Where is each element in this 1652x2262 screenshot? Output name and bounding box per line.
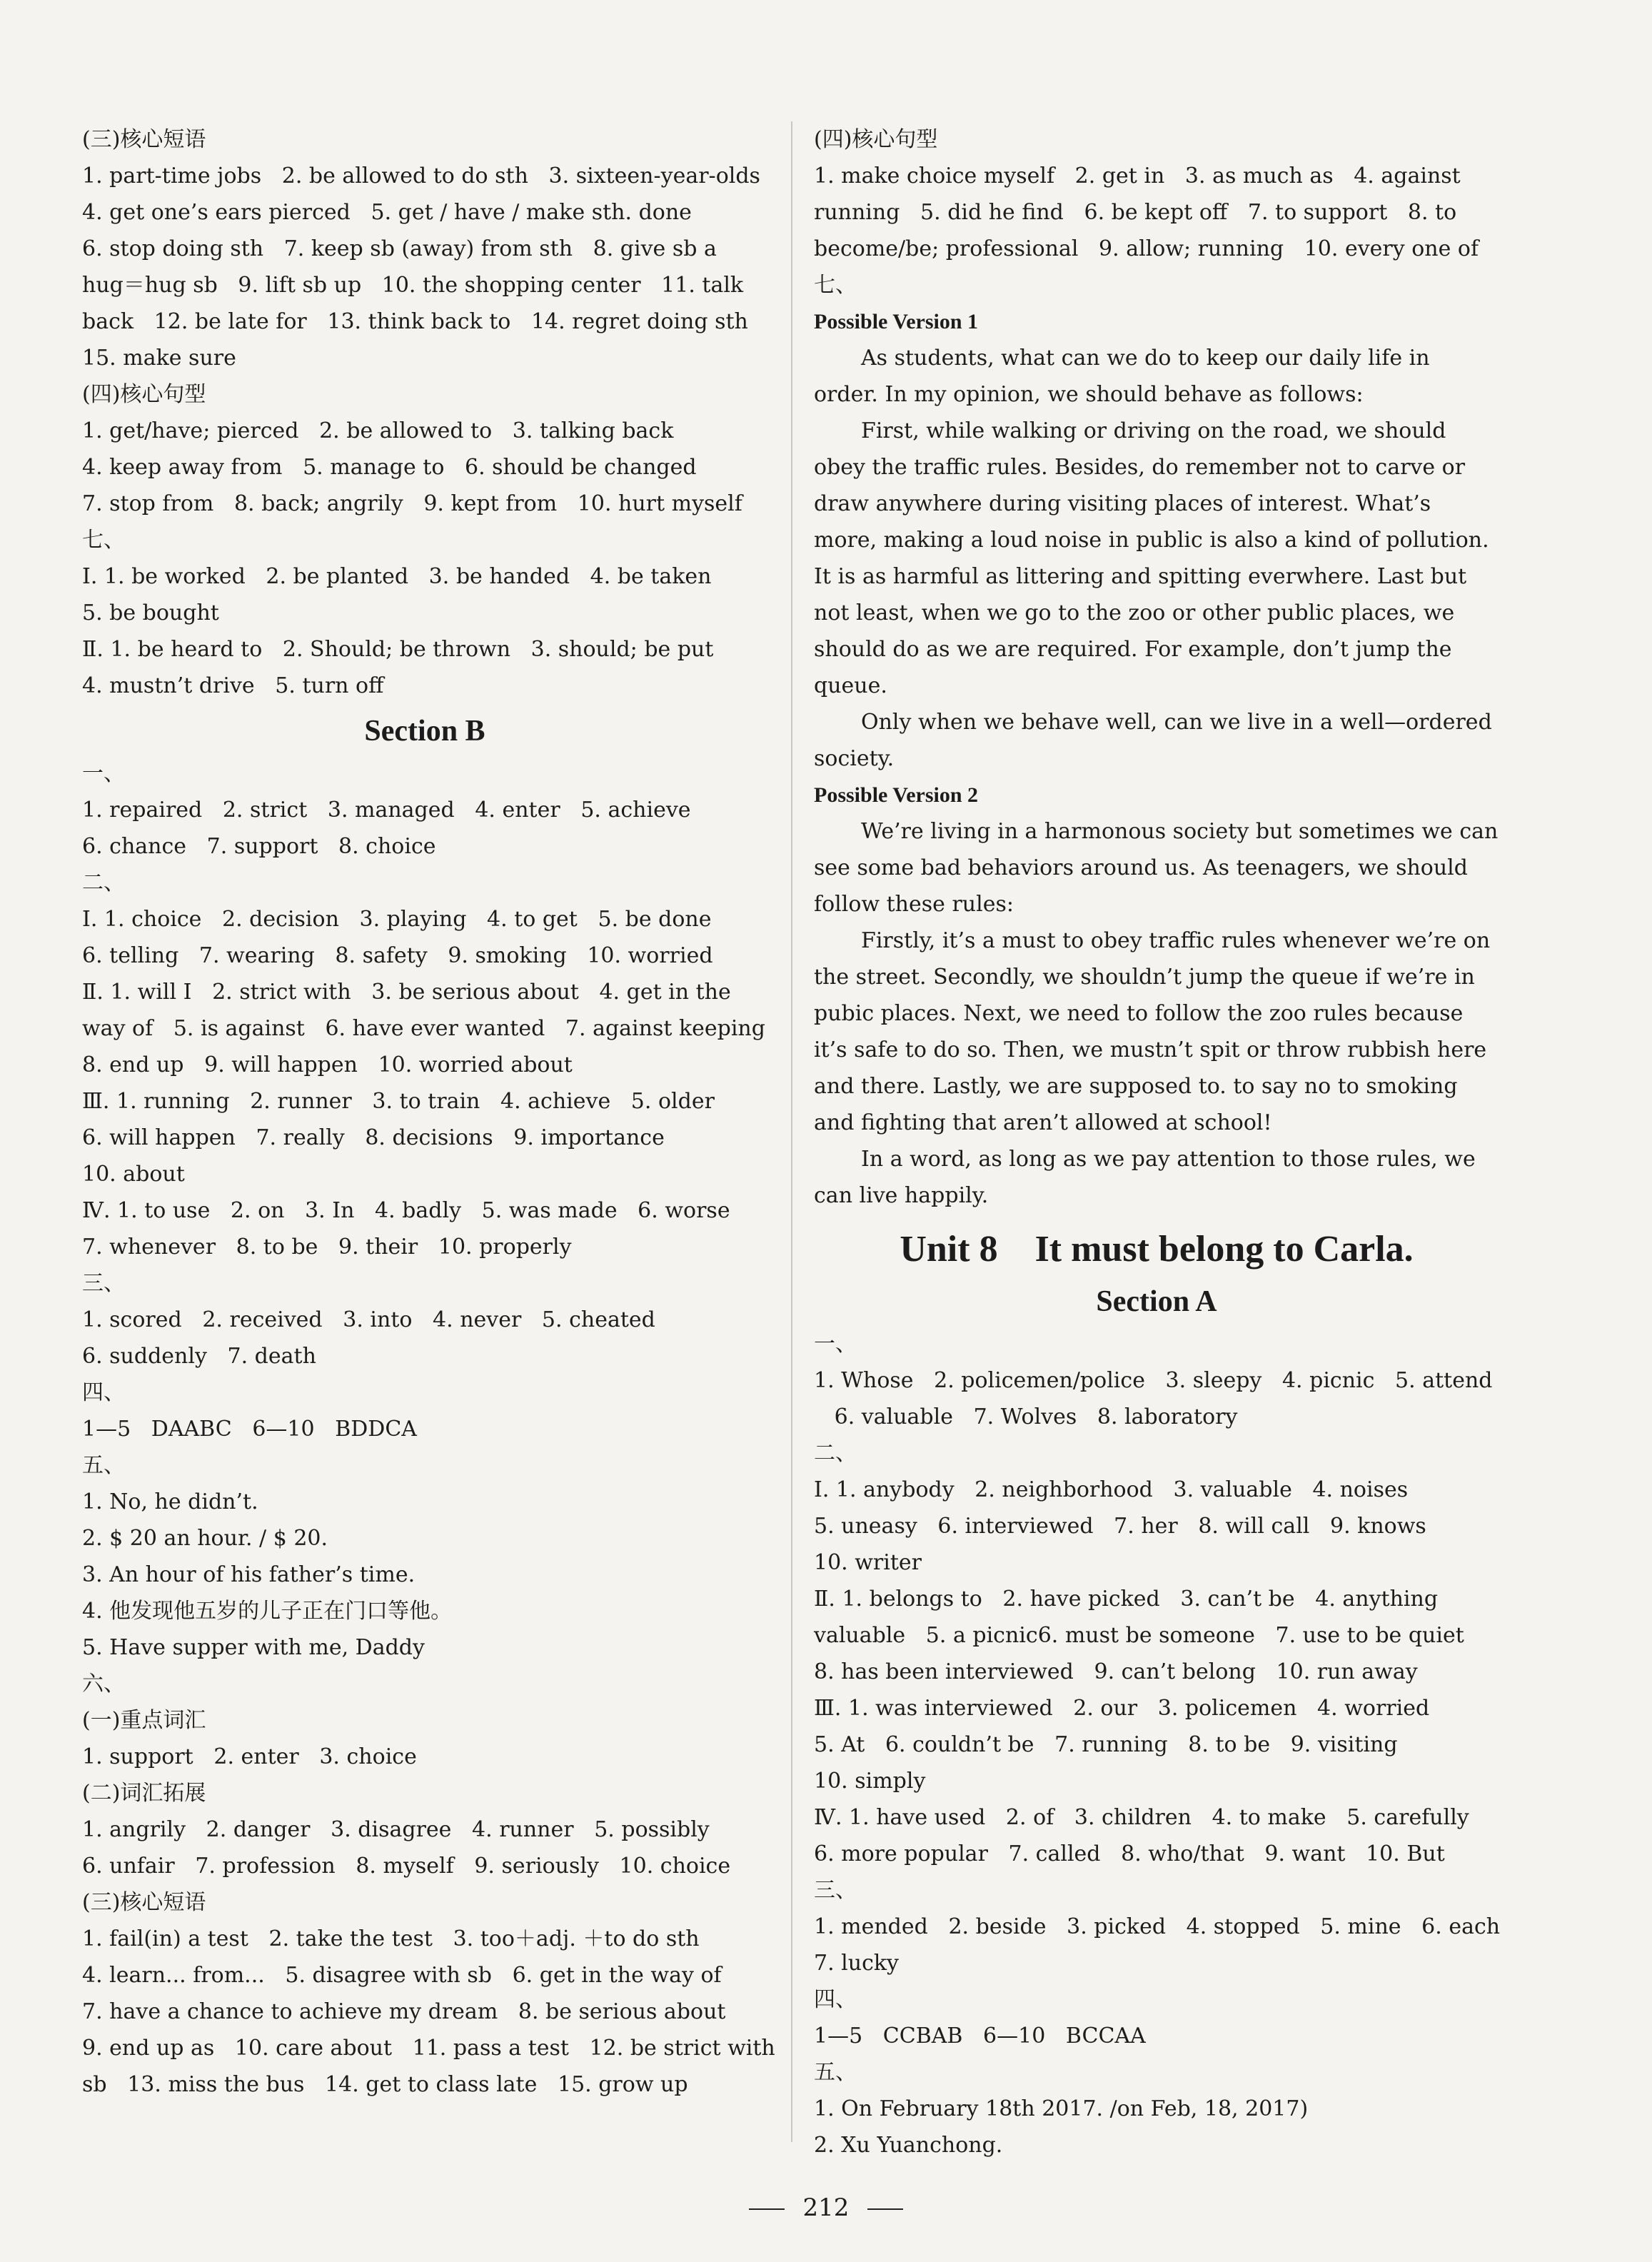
answer-line: 1. get/have; pierced 2. be allowed to 3. talking back (82, 418, 674, 443)
possible-version-2-essay (814, 813, 1499, 1214)
answer-line: Ⅱ. 1. will I 2. strict with 3. be serious about 4. get in the (82, 980, 731, 1005)
answer-line: 四、 (82, 1380, 125, 1405)
answer-line: 10. about (82, 1162, 185, 1187)
answer-line: Ⅳ. 1. to use 2. on 3. In 4. badly 5. was made 6. worse (82, 1198, 730, 1223)
answer-line: become/be; professional 9. allow; running 10. every one of (814, 236, 1479, 261)
answer-line: (三)核心短语 (82, 127, 206, 152)
answer-line: 7. lucky (814, 1951, 900, 1976)
answer-line: 4. learn... from... 5. disagree with sb 6. get in the way of (82, 1963, 722, 1988)
answer-line: 六、 (82, 1672, 125, 1696)
section-b-answers-continued (814, 121, 1499, 303)
unit-title: Unit 8 It must belong to Carla. (900, 1229, 1414, 1270)
answer-line: back 12. be late for 13. think back to 14. regret doing sth (82, 309, 748, 334)
answer-line: Ⅲ. 1. running 2. runner 3. to train 4. achieve 5. older (82, 1089, 715, 1114)
answer-line: 1. No, he didn’t. (82, 1489, 258, 1514)
answer-line: Ⅲ. 1. was interviewed 2. our 3. policemen 4. worried (814, 1696, 1430, 1721)
column-divider (791, 121, 792, 2142)
answer-line: 2. Xu Yuanchong. (814, 2133, 1003, 2158)
answer-line: 1. part-time jobs 2. be allowed to do sth 3. sixteen-year-olds (82, 164, 760, 188)
answer-line: hug＝hug sb 9. lift sb up 10. the shopping center 11. talk (82, 273, 744, 298)
page-number-footer (0, 2193, 1652, 2222)
section-a-answers (814, 1326, 1499, 2163)
essay-paragraph: In a word, as long as we pay attention to those rules, we can live happily. (814, 1147, 1476, 1208)
answer-line: 五、 (82, 1453, 125, 1478)
essay-paragraph: As students, what can we do to keep our daily life in order. In my opinion, we should behave as follows: (814, 346, 1430, 407)
answer-line: 1. scored 2. received 3. into 4. never 5. cheated (82, 1307, 655, 1332)
essay-paragraph: We’re living in a harmonous society but sometimes we can see some bad behaviors around us. As teenagers, we should follow these rules: (814, 819, 1499, 917)
answer-line: 三、 (82, 1271, 125, 1296)
answer-line: 3. An hour of his father’s time. (82, 1562, 415, 1587)
answer-line: (四)核心句型 (814, 127, 938, 152)
answer-line: 4. get one’s ears pierced 5. get / have / make sth. done (82, 200, 692, 225)
answer-line: 七、 (814, 273, 857, 298)
section-b-heading: Section B (364, 715, 485, 748)
right-column (814, 121, 1499, 2163)
answer-line: Ⅱ. 1. belongs to 2. have picked 3. can’t be 4. anything (814, 1587, 1439, 1612)
answer-line: 1. mended 2. beside 3. picked 4. stopped 5. mine 6. each (814, 1914, 1501, 1939)
left-column (82, 121, 775, 2103)
answer-line: 1—5 CCBAB 6—10 BCCAA (814, 2024, 1146, 2049)
answer-line: 5. uneasy 6. interviewed 7. her 8. will call 9. knows (814, 1514, 1426, 1539)
answer-line: 1. On February 18th 2017. /on Feb, 18, 2017) (814, 2096, 1309, 2121)
answer-line: 10. simply (814, 1769, 926, 1794)
answer-line: (三)核心短语 (82, 1890, 206, 1915)
answer-line: 1. Whose 2. policemen/police 3. sleepy 4. picnic 5. attend (814, 1368, 1493, 1393)
answer-line: 6. valuable 7. Wolves 8. laboratory (814, 1404, 1238, 1429)
answer-line: 6. will happen 7. really 8. decisions 9. importance (82, 1125, 665, 1150)
answer-line: 一、 (814, 1332, 857, 1357)
possible-version-1-label: Possible Version 1 (814, 310, 979, 333)
answer-line: 1. make choice myself 2. get in 3. as much as 4. against (814, 164, 1461, 188)
answer-line: 1. repaired 2. strict 3. managed 4. enter 5. achieve (82, 798, 691, 823)
answer-line: 二、 (814, 1441, 857, 1466)
answer-line: 8. end up 9. will happen 10. worried about (82, 1052, 573, 1077)
answer-line: 1—5 DAABC 6—10 BDDCA (82, 1417, 417, 1442)
answer-line: 8. has been interviewed 9. can’t belong 10. run away (814, 1659, 1418, 1684)
answer-line: (四)核心句型 (82, 382, 206, 407)
answer-line: 10. writer (814, 1550, 922, 1575)
section-a-heading: Section A (1096, 1285, 1217, 1318)
answer-line: 五、 (814, 2060, 857, 2085)
footer-dash-right (867, 2208, 903, 2210)
answer-line: 6. chance 7. support 8. choice (82, 834, 436, 859)
essay-paragraph: Only when we behave well, can we live in a well—ordered society. (814, 710, 1492, 771)
answer-line: 5. be bought (82, 600, 219, 625)
answer-line: 5. At 6. couldn’t be 7. running 8. to be 9. visiting (814, 1732, 1398, 1757)
section-a-answers (82, 121, 767, 704)
answer-line: 四、 (814, 1987, 857, 2012)
page-number: 212 (802, 2193, 850, 2222)
answer-line: Ⅳ. 1. have used 2. of 3. children 4. to make 5. carefully (814, 1805, 1469, 1830)
answer-line: 6. telling 7. wearing 8. safety 9. smoking 10. worried (82, 943, 713, 968)
answer-line: running 5. did he find 6. be kept off 7. to support 8. to (814, 200, 1457, 225)
answer-line: (二)词汇拓展 (82, 1781, 206, 1806)
answer-line: 6. unfair 7. profession 8. myself 9. seriously 10. choice (82, 1854, 731, 1879)
answer-line: 5. Have supper with me, Daddy (82, 1635, 425, 1660)
answer-line: Ⅰ. 1. choice 2. decision 3. playing 4. to get 5. be done (82, 907, 712, 932)
answer-line: 二、 (82, 870, 125, 895)
answer-line: 9. end up as 10. care about 11. pass a test 12. be strict with (82, 2036, 775, 2061)
possible-version-2-label: Possible Version 2 (814, 783, 979, 807)
answer-line: 2. $ 20 an hour. / $ 20. (82, 1526, 328, 1551)
answer-line: 4. mustn’t drive 5. turn off (82, 673, 384, 698)
essay-paragraph: Firstly, it’s a must to obey traffic rules whenever we’re on the street. Secondly, we shouldn’t jump the queue if we’re in pubic places. Next, we need to follow the zoo rules because it’s safe to do so. Then, we mustn’t spit or throw rubbish here and there. Lastly, we are supposed to. to say no to smoking and fighting that aren’t allowed at school! (814, 928, 1491, 1135)
answer-line: 6. stop doing sth 7. keep sb (away) from sth 8. give sb a (82, 236, 717, 261)
answer-line: valuable 5. a picnic6. must be someone 7. use to be quiet (814, 1623, 1464, 1648)
possible-version-1-essay (814, 340, 1499, 777)
answer-line: 1. angrily 2. danger 3. disagree 4. runner 5. possibly (82, 1817, 710, 1842)
answer-line: 七、 (82, 528, 125, 553)
answer-line: 6. more popular 7. called 8. who/that 9. want 10. But (814, 1841, 1445, 1866)
answer-line: 7. have a chance to achieve my dream 8. be serious about (82, 1999, 726, 2024)
answer-line: 1. fail(in) a test 2. take the test 3. too＋adj. ＋to do sth (82, 1926, 700, 1951)
answer-line: 三、 (814, 1878, 857, 1903)
answer-line: way of 5. is against 6. have ever wanted 7. against keeping (82, 1016, 765, 1041)
section-b-answers (82, 755, 775, 2103)
answer-line: 1. support 2. enter 3. choice (82, 1744, 417, 1769)
answer-line: Ⅱ. 1. be heard to 2. Should; be thrown 3. should; be put (82, 637, 714, 662)
answer-line: 4. 他发现他五岁的儿子正在门口等他。 (82, 1599, 453, 1624)
answer-line: 7. whenever 8. to be 9. their 10. properly (82, 1235, 572, 1260)
essay-paragraph: First, while walking or driving on the road, we should obey the traffic rules. Besides, do remember not to carve or draw anywhere during visiting places of interest. What’s more, making a loud noise in public is also a kind of pollution. It is as harmful as littering and spitting everwhere. Last but not least, when we go to the zoo or other public places, we should do as we are required. For example, don’t jump the queue. (814, 418, 1489, 698)
answer-line: 15. make sure (82, 346, 236, 371)
answer-line: (一)重点词汇 (82, 1708, 206, 1733)
answer-line: 一、 (82, 761, 125, 786)
answer-line: Ⅰ. 1. be worked 2. be planted 3. be handed 4. be taken (82, 564, 712, 589)
footer-dash-left (749, 2208, 785, 2210)
answer-line: Ⅰ. 1. anybody 2. neighborhood 3. valuable 4. noises (814, 1477, 1409, 1502)
answer-line: sb 13. miss the bus 14. get to class late 15. grow up (82, 2072, 688, 2097)
answer-line: 7. stop from 8. back; angrily 9. kept from 10. hurt myself (82, 491, 742, 516)
answer-line: 4. keep away from 5. manage to 6. should be changed (82, 455, 697, 480)
answer-line: 6. suddenly 7. death (82, 1344, 316, 1369)
